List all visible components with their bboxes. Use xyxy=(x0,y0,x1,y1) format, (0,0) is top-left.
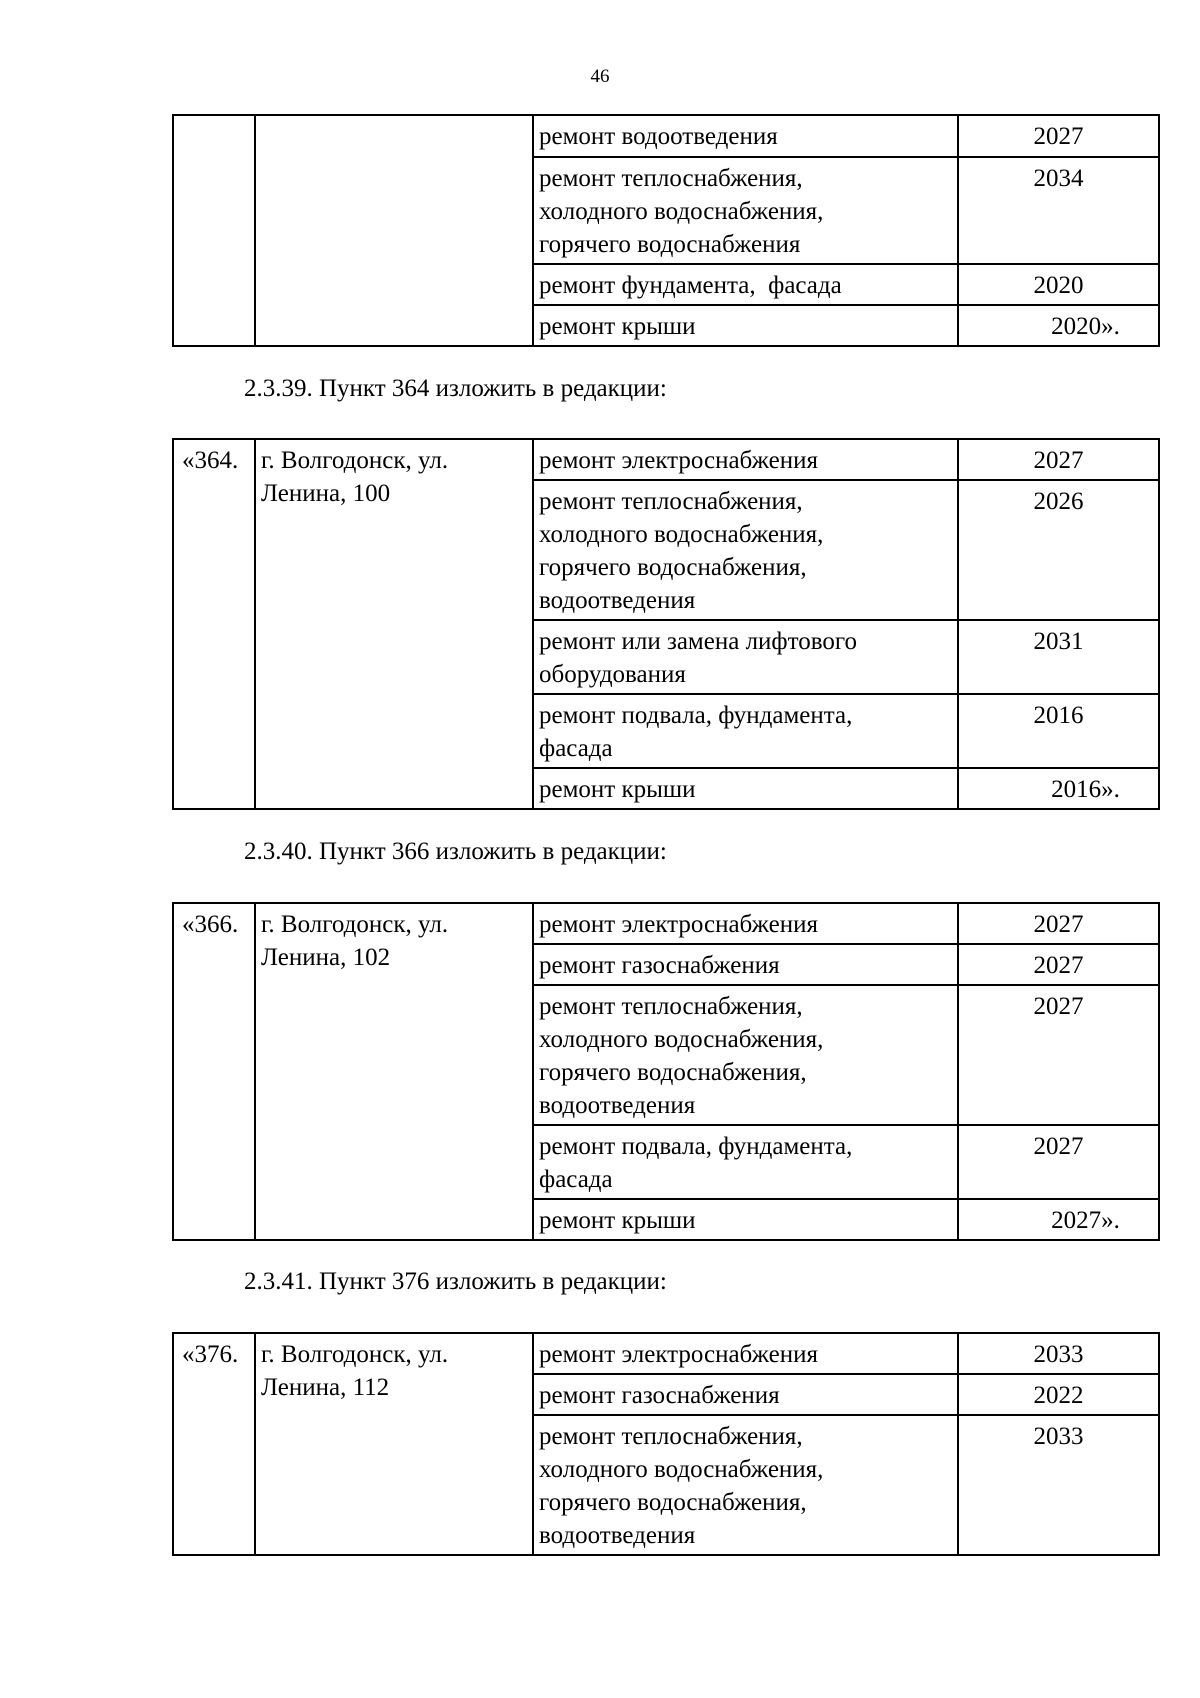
year-cell: 2027 xyxy=(958,903,1159,944)
work-cell: ремонт водоотведения xyxy=(533,115,958,157)
year-cell: 2022 xyxy=(958,1374,1159,1415)
year-cell: 2033 xyxy=(958,1415,1159,1555)
work-cell: ремонт крыши xyxy=(533,768,958,809)
work-cell: ремонт электроснабжения xyxy=(533,439,958,480)
year-cell: 2020 xyxy=(958,264,1159,305)
year-cell: 2016». xyxy=(958,768,1159,809)
section-heading: 2.3.41. Пункт 376 изложить в редакции: xyxy=(244,1268,667,1295)
work-cell: ремонт электроснабжения xyxy=(533,903,958,944)
year-cell: 2020». xyxy=(958,305,1159,346)
work-cell: ремонт теплоснабжения, холодного водоснабжения, горячего водоснабжения xyxy=(533,157,958,264)
work-cell: ремонт или замена лифтового оборудования xyxy=(533,620,958,694)
work-cell: ремонт теплоснабжения, холодного водоснабжения, горячего водоснабжения, водоотведения xyxy=(533,985,958,1125)
item-number-cell xyxy=(173,115,255,346)
repair-table-continued xyxy=(172,114,1160,347)
address-cell: г. Волгодонск, ул. Ленина, 100 xyxy=(255,439,533,809)
work-cell: ремонт газоснабжения xyxy=(533,1374,958,1415)
address-cell xyxy=(255,115,533,346)
table-row xyxy=(173,903,1159,944)
work-cell: ремонт газоснабжения xyxy=(533,944,958,985)
address-cell: г. Волгодонск, ул. Ленина, 112 xyxy=(255,1333,533,1555)
work-cell: ремонт подвала, фундамента, фасада xyxy=(533,694,958,768)
work-cell: ремонт теплоснабжения, холодного водоснабжения, горячего водоснабжения, водоотведения xyxy=(533,1415,958,1555)
repair-table-364 xyxy=(172,438,1160,810)
year-cell: 2034 xyxy=(958,157,1159,264)
address-cell: г. Волгодонск, ул. Ленина, 102 xyxy=(255,903,533,1240)
repair-table-366 xyxy=(172,902,1160,1241)
item-number-cell: «366. xyxy=(173,903,255,1240)
year-cell: 2027 xyxy=(958,1125,1159,1199)
year-cell: 2027 xyxy=(958,985,1159,1125)
year-cell: 2027 xyxy=(958,439,1159,480)
section-heading: 2.3.39. Пункт 364 изложить в редакции: xyxy=(244,375,667,402)
item-number-cell: «376. xyxy=(173,1333,255,1555)
year-cell: 2027 xyxy=(958,944,1159,985)
year-cell: 2016 xyxy=(958,694,1159,768)
work-cell: ремонт теплоснабжения, холодного водоснабжения, горячего водоснабжения, водоотведения xyxy=(533,480,958,620)
work-cell: ремонт крыши xyxy=(533,1199,958,1240)
work-cell: ремонт крыши xyxy=(533,305,958,346)
work-cell: ремонт электроснабжения xyxy=(533,1333,958,1374)
table-row xyxy=(173,115,1159,157)
year-cell: 2031 xyxy=(958,620,1159,694)
year-cell: 2026 xyxy=(958,480,1159,620)
year-cell: 2027 xyxy=(958,115,1159,157)
work-cell: ремонт подвала, фундамента, фасада xyxy=(533,1125,958,1199)
table-row xyxy=(173,439,1159,480)
year-cell: 2033 xyxy=(958,1333,1159,1374)
section-heading: 2.3.40. Пункт 366 изложить в редакции: xyxy=(244,838,667,865)
table-row xyxy=(173,1333,1159,1374)
year-cell: 2027». xyxy=(958,1199,1159,1240)
repair-table-376 xyxy=(172,1332,1160,1556)
work-cell: ремонт фундамента, фасада xyxy=(533,264,958,305)
item-number-cell: «364. xyxy=(173,439,255,809)
page-number: 46 xyxy=(590,66,610,87)
